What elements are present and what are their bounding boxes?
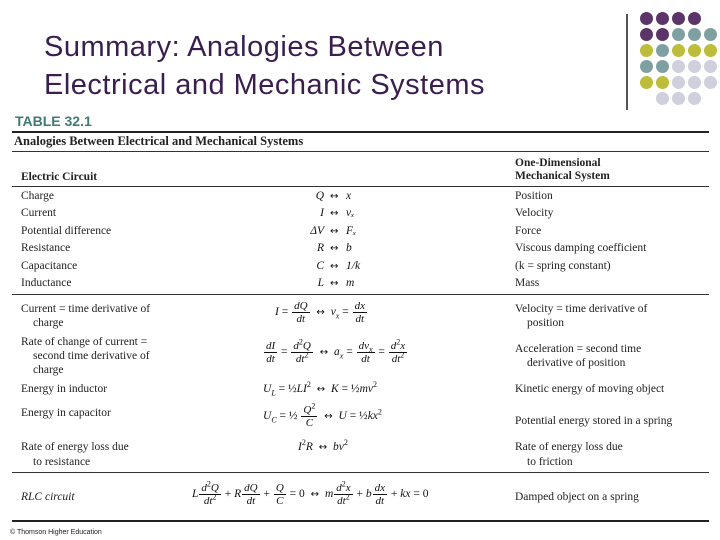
row-rate-change-mechanical-line-1: Acceleration = second time bbox=[515, 343, 642, 355]
row-charge-e-symbol: Q bbox=[315, 190, 324, 202]
header-mechanical-system bbox=[515, 157, 610, 183]
decorative-dot bbox=[688, 92, 701, 105]
double-arrow-icon: ↔ bbox=[330, 191, 339, 202]
row-capacitance-m-symbol: 1/k bbox=[346, 260, 361, 272]
decorative-dot bbox=[704, 76, 717, 89]
caption-rule bbox=[12, 151, 709, 152]
decorative-dot bbox=[672, 92, 685, 105]
double-arrow-icon: ↔ bbox=[330, 226, 339, 237]
row-energy-loss-electric-line-1: Rate of energy loss due bbox=[21, 441, 129, 453]
decorative-dot bbox=[704, 28, 717, 41]
decorative-dot bbox=[688, 44, 701, 57]
row-resistance-electric: Resistance bbox=[21, 242, 71, 254]
double-arrow-icon: ↔ bbox=[310, 489, 320, 501]
energy-inductor-equation: $U_L$ = $\frac{1}{2}LI^2$ ↔ $K = \frac{1}{2}mv^2$ bbox=[263, 380, 377, 398]
double-arrow-icon: ↔ bbox=[330, 208, 339, 219]
double-arrow-icon: ↔ bbox=[319, 347, 329, 359]
row-energy-capacitor-mechanical: Potential energy stored in a spring bbox=[515, 415, 673, 427]
row-resistance-e-symbol: R bbox=[316, 242, 324, 254]
decorative-dot bbox=[640, 60, 653, 73]
row-inductance-electric: Inductance bbox=[21, 277, 72, 289]
row-resistance-m-symbol: b bbox=[346, 242, 352, 254]
row-current-electric: Current bbox=[21, 207, 57, 219]
row-inductance-arrow bbox=[327, 276, 341, 291]
slide-title-line-1: Summary: Analogies Between bbox=[44, 31, 444, 63]
row-rlc-mechanical: Damped object on a spring bbox=[515, 491, 639, 503]
decorative-dot bbox=[656, 28, 669, 41]
row-energy-loss-electric-line-2: to resistance bbox=[33, 456, 91, 468]
row-rlc-electric: RLC circuit bbox=[21, 491, 75, 503]
row-current-derivative-mechanical-line-2: position bbox=[527, 317, 565, 329]
row-energy-inductor-mechanical: Kinetic energy of moving object bbox=[515, 383, 665, 395]
rlc-equation: L $\frac{d^2Q}{dt^2}$ + R $\frac{dQ}{dt}$ + $\frac{Q}{C}$ = 0 ↔ m $\frac{d^2x}{dt^2}$ + b $\frac{dx}{dt}$ + kx = 0 bbox=[192, 479, 429, 507]
double-arrow-icon: ↔ bbox=[324, 411, 333, 423]
decorative-dot bbox=[704, 44, 717, 57]
slide-title bbox=[44, 28, 614, 104]
header-electric-circuit: Electric Circuit bbox=[21, 171, 98, 183]
double-arrow-icon: ↔ bbox=[318, 442, 328, 453]
row-current-derivative-mechanical-line-1: Velocity = time derivative of bbox=[515, 303, 648, 315]
row-resistance-mechanical: Viscous damping coefficient bbox=[515, 242, 647, 254]
table-top-rule bbox=[12, 131, 709, 133]
row-resistance-arrow bbox=[327, 241, 341, 256]
row-capacitance-e-symbol: C bbox=[316, 260, 324, 272]
row-inductance-e-symbol: L bbox=[317, 277, 324, 289]
decorative-dot bbox=[672, 28, 685, 41]
section-rule bbox=[12, 294, 709, 295]
current-derivative-equation: I = $\frac{dQ}{dt}$ ↔ $v_x$ = $\frac{dx}{dt}$ bbox=[275, 300, 365, 325]
double-arrow-icon: ↔ bbox=[330, 243, 339, 254]
row-inductance-mechanical: Mass bbox=[515, 277, 540, 289]
row-current-m-symbol: vₓ bbox=[346, 207, 355, 219]
decorative-dot bbox=[656, 12, 669, 25]
row-charge-arrow bbox=[327, 189, 341, 204]
row-capacitance-mechanical: (k = spring constant) bbox=[515, 260, 611, 272]
decorative-dot bbox=[656, 76, 669, 89]
row-energy-loss-mechanical-line-2: to friction bbox=[527, 456, 573, 468]
row-potential-m-symbol: Fₓ bbox=[346, 225, 357, 237]
row-current-e-symbol: I bbox=[320, 207, 324, 219]
row-energy-capacitor-electric: Energy in capacitor bbox=[21, 407, 111, 419]
row-energy-loss-mechanical-line-1: Rate of energy loss due bbox=[515, 441, 623, 453]
double-arrow-icon: ↔ bbox=[330, 261, 339, 272]
row-energy-inductor-electric: Energy in inductor bbox=[21, 383, 108, 395]
row-potential-e-symbol: ΔV bbox=[310, 225, 324, 237]
row-inductance-m-symbol: m bbox=[346, 277, 355, 289]
rate-change-equation: $\frac{dI}{dt}$ = $\frac{d^2Q}{dt^2}$ ↔ $a_x$ = $\frac{dv_x}{dt}$ = $\frac{d^2x}{dt^2}$ bbox=[266, 337, 406, 365]
decorative-dot bbox=[704, 60, 717, 73]
decorative-dot bbox=[656, 44, 669, 57]
decorative-dot bbox=[640, 76, 653, 89]
double-arrow-icon: ↔ bbox=[316, 384, 326, 395]
row-capacitance-arrow bbox=[327, 259, 341, 274]
row-current-mechanical: Velocity bbox=[515, 207, 554, 219]
decorative-dot-grid bbox=[636, 10, 720, 114]
row-charge-electric: Charge bbox=[21, 190, 55, 202]
decorative-dot bbox=[672, 60, 685, 73]
table-bottom-rule bbox=[12, 520, 709, 522]
row-charge-mechanical: Position bbox=[515, 190, 553, 202]
decorative-dot bbox=[656, 92, 669, 105]
row-potential-electric: Potential difference bbox=[21, 225, 112, 237]
decorative-dot bbox=[672, 76, 685, 89]
row-charge-m-symbol: x bbox=[346, 190, 352, 202]
header-mechanical-line-1: One-Dimensional bbox=[515, 157, 601, 169]
row-potential-arrow bbox=[327, 224, 341, 239]
decorative-dot bbox=[672, 12, 685, 25]
decorative-divider bbox=[626, 14, 628, 110]
slide-title-line-2: Electrical and Mechanic Systems bbox=[44, 69, 485, 101]
table-caption: Analogies Between Electrical and Mechanical Systems bbox=[14, 134, 304, 148]
decorative-dot bbox=[688, 60, 701, 73]
decorative-dot bbox=[640, 12, 653, 25]
row-current-derivative-electric-line-1: Current = time derivative of bbox=[21, 303, 151, 315]
energy-capacitor-equation: $U_C$ = ½ $\frac{Q^2}{C}$ ↔ $U = \frac{1}{2}kx^2$ bbox=[263, 401, 382, 429]
row-rate-change-electric-line-3: charge bbox=[33, 364, 64, 376]
row-potential-mechanical: Force bbox=[515, 225, 542, 237]
copyright-footer: © Thomson Higher Education bbox=[10, 529, 102, 536]
double-arrow-icon: ↔ bbox=[316, 307, 325, 319]
row-rate-change-electric-line-1: Rate of change of current = bbox=[21, 336, 148, 348]
decorative-dot bbox=[688, 28, 701, 41]
decorative-dot bbox=[656, 60, 669, 73]
row-rate-change-mechanical-line-2: derivative of position bbox=[527, 357, 626, 369]
decorative-dot bbox=[640, 44, 653, 57]
decorative-dot bbox=[640, 28, 653, 41]
row-capacitance-electric: Capacitance bbox=[21, 260, 78, 272]
header-rule bbox=[12, 186, 709, 187]
header-mechanical-line-2: Mechanical System bbox=[515, 170, 610, 182]
row-rate-change-electric-line-2: second time derivative of bbox=[33, 350, 150, 362]
rlc-rule bbox=[12, 472, 709, 473]
row-current-derivative-electric-line-2: charge bbox=[33, 317, 64, 329]
decorative-dot bbox=[672, 44, 685, 57]
double-arrow-icon: ↔ bbox=[330, 278, 339, 289]
table-label: TABLE 32.1 bbox=[15, 113, 92, 129]
energy-loss-equation: $I^2R$ ↔ $bv^2$ bbox=[298, 438, 348, 453]
decorative-dot bbox=[688, 12, 701, 25]
decorative-dot bbox=[688, 76, 701, 89]
row-current-arrow bbox=[327, 206, 341, 221]
